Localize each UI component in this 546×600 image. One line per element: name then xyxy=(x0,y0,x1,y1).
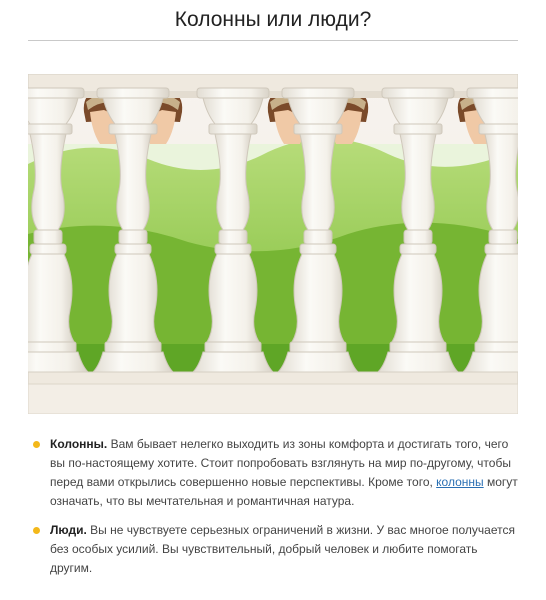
bullet-icon xyxy=(33,441,40,448)
illusion-illustration xyxy=(28,74,518,414)
title-divider xyxy=(28,40,518,41)
base-wall xyxy=(28,384,518,414)
interpretation-people xyxy=(28,521,520,578)
columns-text-1: Вам бывает нелегко выходить из зоны комфорта и достигать того, чего вы по-настоящему хотите. Стоит попробовать взглянуть на мир по-другому, чтобы перед вами открылись совершенно новые перспективы. Кроме того, xyxy=(50,437,511,489)
bullet-icon xyxy=(33,527,40,534)
people-text: Вы не чувствуете серьезных ограничений в жизни. У вас многое получается без особых усилий. Вы чувствительный, добрый человек и любите помогать другим. xyxy=(50,523,515,575)
columns-or-faces-picture xyxy=(28,74,518,414)
page-title: Колонны или люди? xyxy=(174,8,372,31)
term-columns: Колонны. xyxy=(50,437,108,451)
term-people: Люди. xyxy=(50,523,87,537)
interpretation-columns xyxy=(28,435,520,511)
columns-link[interactable]: колонны xyxy=(436,475,484,489)
bottom-rail xyxy=(28,372,518,384)
columns-text-2: могут означать, что вы мечтательная и романтичная натура. xyxy=(50,475,518,508)
interpretations xyxy=(28,435,520,588)
